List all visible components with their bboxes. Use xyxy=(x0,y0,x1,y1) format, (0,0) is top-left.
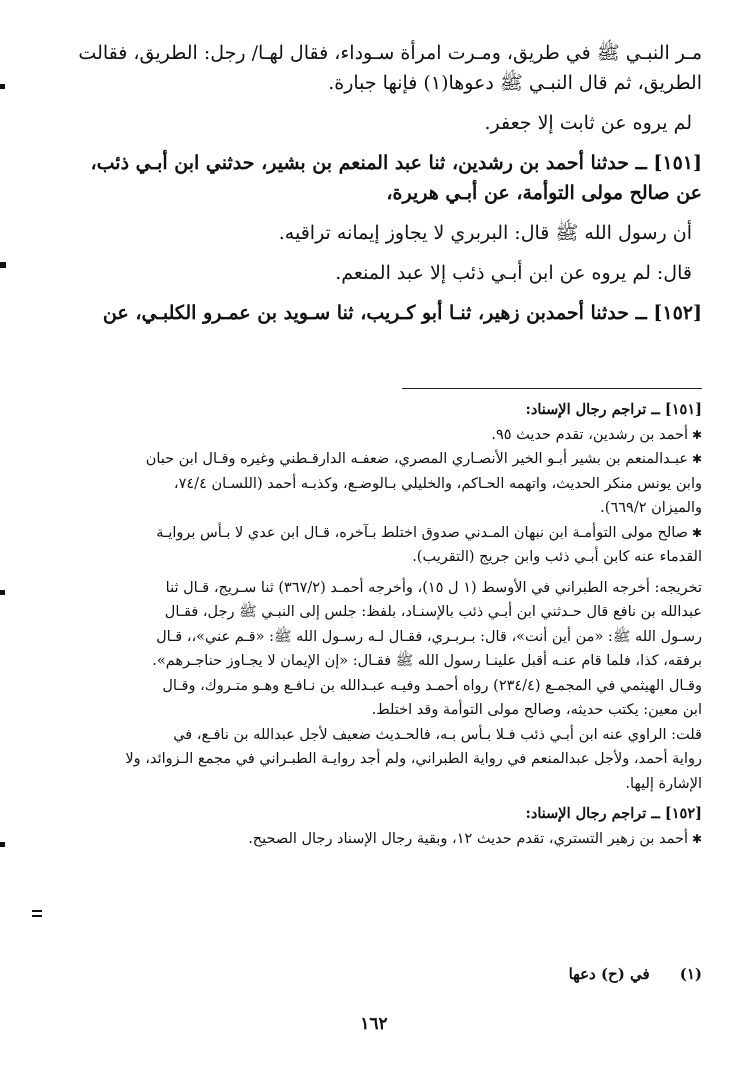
text-line: الطريق، ثم قال النبـي ﷺ دعوها(١) فإنها جبارة. xyxy=(328,72,702,94)
takhrij-line: عبدالله بن نافع قال حـدثني ابن أبـي ذئب بالإسنـاد، بلفظ: جلس إلى النبـي ﷺ رجل، فقـال xyxy=(164,604,702,620)
note-bullet-line: ✱صالح مولى التوأمـة ابن نبهان المـدني صدوق اختلط بـآخره، قـال ابن عدي لا بـأس بروايـة xyxy=(34,521,702,546)
text-line: لم يروه عن ثابت إلا جعفر. xyxy=(484,112,692,134)
bullet-icon: ✱ xyxy=(691,525,702,540)
margin-mark xyxy=(0,590,5,595)
bullet-icon: ✱ xyxy=(691,427,702,442)
footnote-divider xyxy=(402,388,702,389)
text-line: عن صالح مولى التوأمة، عن أبـي هريرة، xyxy=(386,182,702,204)
footnote xyxy=(569,965,702,983)
hadith-152-heading: [١٥٢] ــ حدثنا أحمدبن زهير، ثنـا أبو كـريب، ثنا سـويد بن عمـرو الكلبـي، عن xyxy=(102,302,702,324)
takhrij-line: ابن معين: يكتب حديثه، وصالح مولى التوأمة وقد اختلط. xyxy=(371,702,702,718)
page-number: ١٦٢ xyxy=(360,1014,388,1034)
note-bullet-line: ✱عبـدالمنعم بن بشير أبـو الخير الأنصـاري المصري، ضعفـه الدارقـطني وغيره وقـال ابن حبان xyxy=(34,447,702,472)
takhrij-line: رسـول الله ﷺ: «من أين أنت»، قال: بـربـري، فقـال لـه رسـول الله ﷺ: «قـم عني»،، قـال xyxy=(156,628,702,645)
bullet-icon: ✱ xyxy=(691,452,702,466)
takhrij-line: برفقه، كذا، فلما قام عنـه أقبل علينـا رسول الله ﷺ فقـال: «إن الإيمان لا يجـاوز حناجـرهم». xyxy=(152,653,702,669)
note-line: وابن يونس منكر الحديث، واتهمه الحـاكم، والخليلي بـالوضـع، وكذبـه أحمد (اللسـان ٧٤/٤، xyxy=(173,475,702,492)
hadith-151-heading: [١٥١] ــ حدثنا أحمد بن رشدين، ثنا عبد المنعم بن بشير، حدثني ابن أبـي ذئب، xyxy=(90,152,702,174)
main-text xyxy=(28,38,702,328)
text-line: قال: لم يروه عن ابن أبـي ذئب إلا عبد المنعم. xyxy=(335,262,692,284)
qult-line: قلت: الراوي عنه ابن أبـي ذئب فـلا بـأس بـه، فالحـديث ضعيف لأجل عبدالله بن نافـع، في xyxy=(173,726,702,743)
bullet-icon: ✱ xyxy=(691,831,702,846)
takhrij-line: وقـال الهيثمي في المجمـع (٢٣٤/٤) رواه أحمـد وفيـه عبـدالله بن نـافـع وهـو متـروك، وقـال xyxy=(162,677,702,694)
notes-section xyxy=(34,398,702,851)
footnote-number: (١) xyxy=(679,965,702,983)
qult-line: الإشارة إليها. xyxy=(625,775,702,792)
text-line: مـر النبـي ﷺ في طريق، ومـرت امرأة سـوداء، فقال لهـا/ رجل: الطريق، فقالت xyxy=(78,42,702,64)
margin-mark xyxy=(0,262,6,268)
margin-mark xyxy=(32,915,42,917)
margin-mark xyxy=(0,84,5,89)
note-151-title: [١٥١] ــ تراجم رجال الإسناد: xyxy=(525,401,702,418)
footnote-text: في (ح) دعها xyxy=(568,965,650,983)
note-152-title: [١٥٢] ــ تراجم رجال الإسناد: xyxy=(525,805,702,822)
note-bullet-line: ✱أحمد بن زهير التستري، تقدم حديث ١٢، وبقية رجال الإسناد رجال الصحيح. xyxy=(34,827,702,852)
qult-line: رواية أحمد، ولأجل عبدالمنعم في رواية الطبراني، ولم أجد روايـة الطبـراني في مجمع الـزوائد، ولا xyxy=(125,751,702,767)
text-line: أن رسول الله ﷺ قال: البربري لا يجاوز إيمانه تراقيه. xyxy=(278,222,692,244)
margin-mark xyxy=(0,842,5,847)
note-line: القدماء عنه كابن أبـي ذئب وابن جريج (التقريب). xyxy=(412,549,702,565)
note-line: والميزان ٦٦٩/٢). xyxy=(600,500,702,516)
margin-mark xyxy=(32,910,42,912)
note-bullet-line: ✱أحمد بن رشدين، تقدم حديث ٩٥. xyxy=(34,423,702,448)
takhrij-line: تخريجه: أخرجه الطبراني في الأوسط (١ ل ١٥)، وأخرجه أحمـد (٣٦٧/٢) ثنا سـريج، قـال ثنا xyxy=(165,579,702,596)
